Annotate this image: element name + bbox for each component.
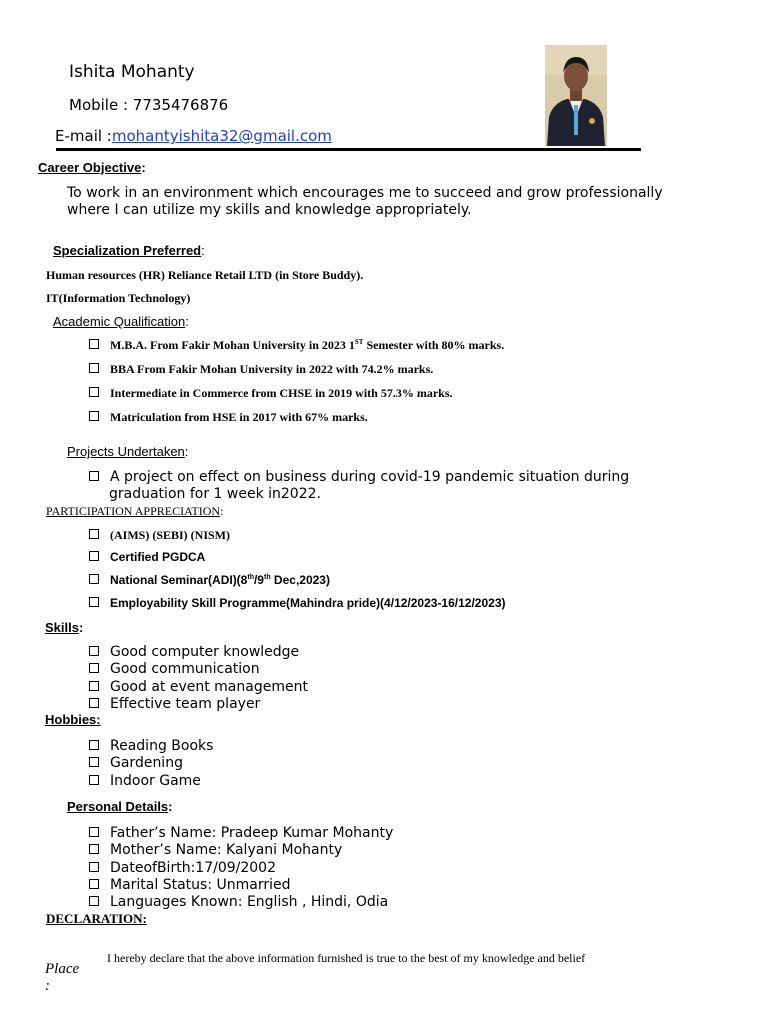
- checkbox-icon: [89, 529, 99, 539]
- specialization-item-hr: Human resources (HR) Reliance Retail LTD (in Store Buddy).: [46, 268, 364, 282]
- profile-photo: [545, 45, 607, 146]
- projects-heading: Projects Undertaken:: [67, 444, 189, 459]
- checkbox-icon: [89, 740, 99, 750]
- participation-item-employability: Employability Skill Programme(Mahindra pride)(4/12/2023-16/12/2023): [89, 596, 506, 610]
- declaration-heading: DECLARATION:: [46, 911, 147, 926]
- email-label: E-mail :: [55, 127, 112, 145]
- checkbox-icon: [89, 387, 99, 397]
- hobbies-list: [89, 738, 213, 790]
- list-item: Indoor Game: [89, 773, 213, 790]
- checkbox-icon: [89, 663, 99, 673]
- list-item: Reading Books: [89, 738, 213, 755]
- checkbox-icon: [89, 574, 99, 584]
- mobile-number: Mobile : 7735476876: [69, 96, 229, 114]
- project-line-2: graduation for 1 week in2022.: [109, 486, 321, 502]
- career-objective-line-1: To work in an environment which encourages me to succeed and grow professionally: [67, 185, 663, 201]
- email-link[interactable]: mohantyishita32@gmail.com: [111, 127, 332, 145]
- list-item: Father’s Name: Pradeep Kumar Mohanty: [89, 825, 393, 842]
- personal-details-heading: Personal Details:: [67, 799, 173, 814]
- academic-item-matriculation: Matriculation from HSE in 2017 with 67% marks.: [89, 410, 368, 425]
- list-item: Good at event management: [89, 679, 308, 696]
- checkbox-icon: [89, 879, 99, 889]
- academic-item-mba: M.B.A. From Fakir Mohan University in 2023 1ST Semester with 80% marks.: [89, 338, 504, 353]
- checkbox-icon: [89, 896, 99, 906]
- list-item: Effective team player: [89, 696, 308, 713]
- checkbox-icon: [89, 551, 99, 561]
- specialization-heading: Specialization Preferred:: [53, 243, 205, 258]
- checkbox-icon: [89, 698, 99, 708]
- email-line: [55, 127, 332, 145]
- academic-item-intermediate: Intermediate in Commerce from CHSE in 2019 with 57.3% marks.: [89, 386, 453, 401]
- checkbox-icon: [89, 757, 99, 767]
- checkbox-icon: [89, 339, 99, 349]
- personal-details-list: [89, 825, 393, 911]
- place-colon: :: [45, 978, 50, 994]
- participation-item-aims: (AIMS) (SEBI) (NISM): [89, 528, 230, 543]
- checkbox-icon: [89, 827, 99, 837]
- place-label: Place: [45, 961, 80, 977]
- checkbox-icon: [89, 363, 99, 373]
- header-divider: [56, 148, 641, 151]
- checkbox-icon: [89, 411, 99, 421]
- checkbox-icon: [89, 681, 99, 691]
- participation-item-seminar: National Seminar(ADI)(8th/9th Dec,2023): [89, 573, 330, 587]
- list-item: Languages Known: English , Hindi, Odia: [89, 894, 393, 911]
- list-item: Gardening: [89, 755, 213, 772]
- list-item: DateofBirth:17/09/2002: [89, 860, 393, 877]
- skills-list: [89, 644, 308, 713]
- academic-item-bba: BBA From Fakir Mohan University in 2022 with 74.2% marks.: [89, 362, 433, 377]
- skills-heading: Skills:: [45, 620, 84, 635]
- list-item: Mother’s Name: Kalyani Mohanty: [89, 842, 393, 859]
- checkbox-icon: [89, 646, 99, 656]
- candidate-name: Ishita Mohanty: [69, 62, 195, 82]
- career-objective-heading: Career Objective:: [38, 160, 146, 175]
- checkbox-icon: [89, 775, 99, 785]
- academic-heading: Academic Qualification:: [53, 314, 189, 329]
- participation-heading: PARTICIPATION APPRECIATION:: [46, 504, 224, 518]
- list-item: Good computer knowledge: [89, 644, 308, 661]
- checkbox-icon: [89, 597, 99, 607]
- checkbox-icon: [89, 862, 99, 872]
- career-objective-line-2: where I can utilize my skills and knowledge appropriately.: [67, 202, 472, 218]
- project-line-1: A project on effect on business during covid-19 pandemic situation during: [89, 469, 629, 485]
- specialization-item-it: IT(Information Technology): [46, 291, 191, 305]
- list-item: Marital Status: Unmarried: [89, 877, 393, 894]
- checkbox-icon: [89, 844, 99, 854]
- list-item: Good communication: [89, 661, 308, 678]
- participation-item-pgdca: Certified PGDCA: [89, 550, 205, 564]
- checkbox-icon: [89, 471, 99, 481]
- declaration-text: I hereby declare that the above information furnished is true to the best of my knowledge and belief: [107, 951, 586, 965]
- hobbies-heading: Hobbies:: [45, 712, 101, 727]
